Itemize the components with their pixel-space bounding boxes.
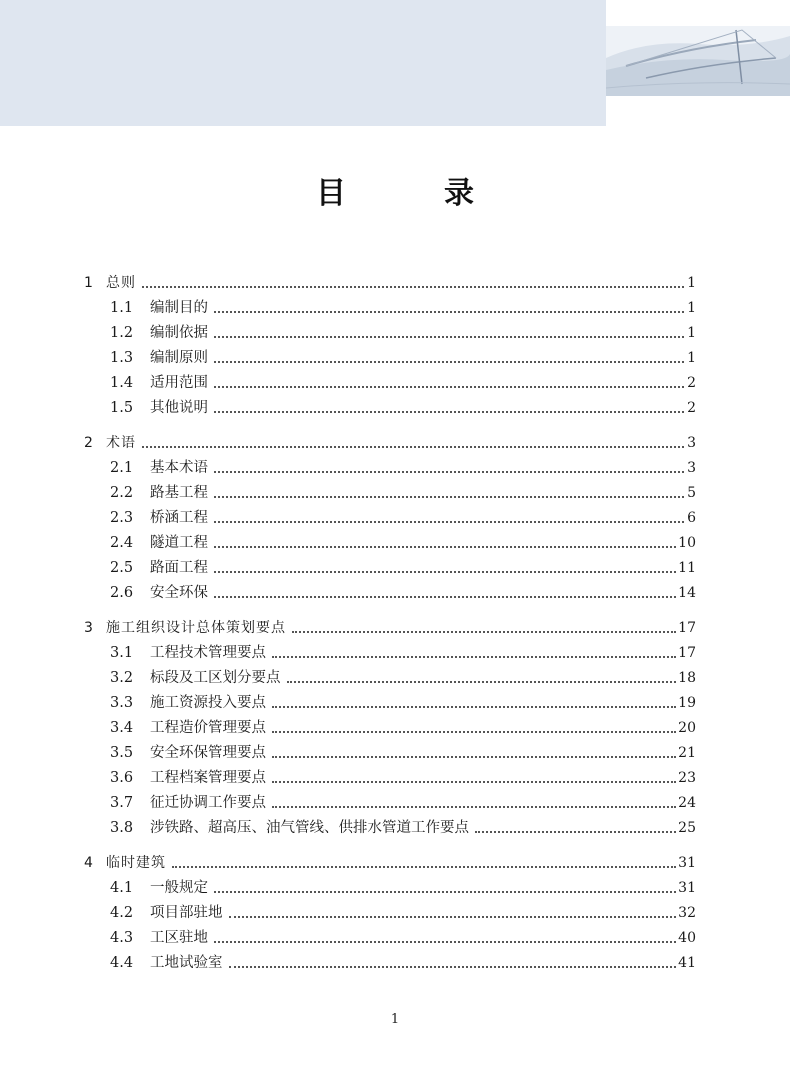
toc-page-number: 24 xyxy=(678,795,696,811)
toc-page-number: 40 xyxy=(678,930,696,946)
toc-page-number: 18 xyxy=(678,670,696,686)
toc-dot-leader xyxy=(142,445,684,448)
toc-label: 涉铁路、超高压、油气管线、供排水管道工作要点 xyxy=(150,820,469,836)
toc-label: 临时建筑 xyxy=(106,855,166,871)
toc-section-row[interactable] xyxy=(84,873,696,898)
toc-dot-leader xyxy=(214,545,676,548)
toc-number: 2.3 xyxy=(110,510,134,526)
toc-dot-leader xyxy=(229,915,677,918)
toc-number: 4.2 xyxy=(110,905,134,921)
toc-dot-leader xyxy=(214,310,684,313)
toc-dot-leader xyxy=(214,410,684,413)
toc-chapter-row[interactable] xyxy=(84,268,696,293)
toc-label: 桥涵工程 xyxy=(150,510,208,526)
toc-section-row[interactable] xyxy=(84,318,696,343)
toc-label: 项目部驻地 xyxy=(150,905,223,921)
toc-page-number: 5 xyxy=(687,485,696,501)
toc-page-number: 2 xyxy=(687,400,696,416)
toc-label: 征迁协调工作要点 xyxy=(150,795,266,811)
toc-page-number: 11 xyxy=(678,560,696,576)
toc-label: 总则 xyxy=(106,275,136,291)
toc-number: 3.4 xyxy=(110,720,134,736)
toc-dot-leader xyxy=(214,940,676,943)
toc-label: 标段及工区划分要点 xyxy=(150,670,281,686)
toc-label: 安全环保 xyxy=(150,585,208,601)
toc-section-row[interactable] xyxy=(84,393,696,418)
toc-dot-leader xyxy=(272,805,676,808)
toc-section-row[interactable] xyxy=(84,813,696,838)
page-number: 1 xyxy=(390,1012,400,1027)
toc-page-number: 21 xyxy=(678,745,696,761)
toc-number: 3.2 xyxy=(110,670,134,686)
table-of-contents xyxy=(84,268,696,973)
toc-section-row[interactable] xyxy=(84,503,696,528)
toc-number: 1.2 xyxy=(110,325,134,341)
toc-label: 工地试验室 xyxy=(150,955,223,971)
toc-number: 4.3 xyxy=(110,930,134,946)
toc-page-number: 20 xyxy=(678,720,696,736)
toc-chapter-row[interactable] xyxy=(84,848,696,873)
toc-dot-leader xyxy=(214,570,676,573)
header-band xyxy=(0,0,606,126)
toc-dot-leader xyxy=(214,385,684,388)
toc-label: 编制依据 xyxy=(150,325,208,341)
toc-number: 3.7 xyxy=(110,795,134,811)
toc-section-row[interactable] xyxy=(84,343,696,368)
toc-section-row[interactable] xyxy=(84,478,696,503)
toc-number: 4 xyxy=(84,855,93,871)
toc-page-number: 41 xyxy=(678,955,696,971)
toc-number: 2.4 xyxy=(110,535,134,551)
toc-dot-leader xyxy=(272,705,676,708)
toc-number: 3.1 xyxy=(110,645,134,661)
toc-dot-leader xyxy=(475,830,676,833)
header-bridge-image xyxy=(606,0,790,126)
toc-page-number: 1 xyxy=(687,325,696,341)
toc-number: 1.3 xyxy=(110,350,134,366)
toc-number: 2 xyxy=(84,435,93,451)
toc-label: 术语 xyxy=(106,435,136,451)
toc-section-row[interactable] xyxy=(84,578,696,603)
toc-number: 4.4 xyxy=(110,955,134,971)
toc-section-row[interactable] xyxy=(84,663,696,688)
toc-page-number: 1 xyxy=(687,350,696,366)
toc-number: 2.5 xyxy=(110,560,134,576)
toc-dot-leader xyxy=(272,755,676,758)
toc-number: 3 xyxy=(84,620,93,636)
toc-dot-leader xyxy=(272,655,676,658)
toc-page-number: 1 xyxy=(687,300,696,316)
toc-page-number: 32 xyxy=(678,905,696,921)
toc-page-number: 6 xyxy=(687,510,696,526)
toc-page-number: 3 xyxy=(687,460,696,476)
toc-number: 1.4 xyxy=(110,375,134,391)
toc-page-number: 17 xyxy=(678,645,696,661)
toc-number: 2.6 xyxy=(110,585,134,601)
toc-dot-leader xyxy=(292,630,676,633)
page-title: 目 录 xyxy=(316,176,508,211)
toc-label: 编制原则 xyxy=(150,350,208,366)
toc-section-row[interactable] xyxy=(84,788,696,813)
toc-page-number: 17 xyxy=(678,620,696,636)
toc-section-row[interactable] xyxy=(84,453,696,478)
toc-page-number: 23 xyxy=(678,770,696,786)
toc-section-row[interactable] xyxy=(84,898,696,923)
toc-chapter-row[interactable] xyxy=(84,613,696,638)
toc-label: 路基工程 xyxy=(150,485,208,501)
toc-label: 安全环保管理要点 xyxy=(150,745,266,761)
toc-label: 工程技术管理要点 xyxy=(150,645,266,661)
toc-dot-leader xyxy=(229,965,677,968)
toc-dot-leader xyxy=(272,780,676,783)
toc-dot-leader xyxy=(287,680,677,683)
toc-dot-leader xyxy=(214,890,676,893)
toc-number: 3.3 xyxy=(110,695,134,711)
toc-section-row[interactable] xyxy=(84,948,696,973)
toc-page-number: 2 xyxy=(687,375,696,391)
toc-number: 3.6 xyxy=(110,770,134,786)
toc-label: 隧道工程 xyxy=(150,535,208,551)
toc-label: 施工资源投入要点 xyxy=(150,695,266,711)
toc-page-number: 1 xyxy=(687,275,696,291)
toc-chapter-row[interactable] xyxy=(84,428,696,453)
toc-section-row[interactable] xyxy=(84,738,696,763)
toc-dot-leader xyxy=(214,470,684,473)
toc-page-number: 19 xyxy=(678,695,696,711)
toc-number: 1.5 xyxy=(110,400,134,416)
toc-section-row[interactable] xyxy=(84,713,696,738)
toc-dot-leader xyxy=(172,865,676,868)
toc-section-row[interactable] xyxy=(84,638,696,663)
toc-number: 3.5 xyxy=(110,745,134,761)
toc-dot-leader xyxy=(214,495,684,498)
toc-section-row[interactable] xyxy=(84,368,696,393)
toc-section-row[interactable] xyxy=(84,528,696,553)
toc-page-number: 3 xyxy=(687,435,696,451)
toc-page-number: 10 xyxy=(678,535,696,551)
toc-number: 1 xyxy=(84,275,93,291)
toc-label: 工程档案管理要点 xyxy=(150,770,266,786)
toc-label: 施工组织设计总体策划要点 xyxy=(106,620,286,636)
toc-label: 基本术语 xyxy=(150,460,208,476)
toc-number: 4.1 xyxy=(110,880,134,896)
toc-page-number: 25 xyxy=(678,820,696,836)
toc-dot-leader xyxy=(214,335,684,338)
toc-number: 1.1 xyxy=(110,300,134,316)
toc-number: 3.8 xyxy=(110,820,134,836)
toc-label: 适用范围 xyxy=(150,375,208,391)
toc-section-row[interactable] xyxy=(84,688,696,713)
toc-dot-leader xyxy=(214,360,684,363)
toc-label: 工程造价管理要点 xyxy=(150,720,266,736)
toc-number: 2.1 xyxy=(110,460,134,476)
toc-label: 其他说明 xyxy=(150,400,208,416)
toc-section-row[interactable] xyxy=(84,553,696,578)
toc-number: 2.2 xyxy=(110,485,134,501)
toc-label: 工区驻地 xyxy=(150,930,208,946)
toc-dot-leader xyxy=(272,730,676,733)
toc-page-number: 31 xyxy=(678,855,696,871)
toc-dot-leader xyxy=(214,520,684,523)
toc-section-row[interactable] xyxy=(84,923,696,948)
toc-dot-leader xyxy=(214,595,676,598)
toc-dot-leader xyxy=(142,285,684,288)
toc-page-number: 14 xyxy=(678,585,696,601)
toc-section-row[interactable] xyxy=(84,763,696,788)
toc-page-number: 31 xyxy=(678,880,696,896)
toc-label: 一般规定 xyxy=(150,880,208,896)
toc-label: 路面工程 xyxy=(150,560,208,576)
toc-section-row[interactable] xyxy=(84,293,696,318)
toc-label: 编制目的 xyxy=(150,300,208,316)
